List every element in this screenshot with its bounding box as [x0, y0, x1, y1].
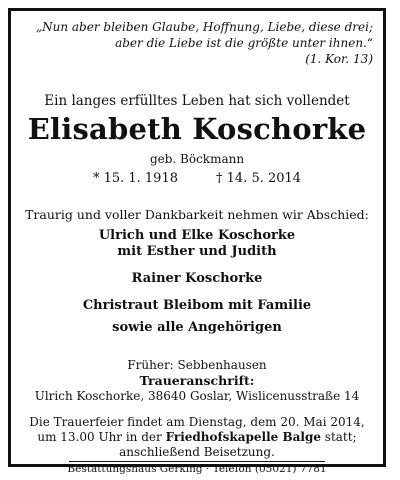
birth-date: * 15. 1. 1918	[92, 171, 178, 186]
ceremony-info	[11, 415, 383, 460]
mourner-line: Christraut Bleibom mit Familie	[82, 298, 312, 313]
quote-line-2: aber die Liebe ist die größte unter ihnen.“	[115, 36, 373, 50]
mourner-line: sowie alle Angehörigen	[112, 320, 282, 335]
birth-name: geb. Böckmann	[149, 152, 245, 166]
ceremony-line-3: anschließend Beisetzung.	[119, 445, 275, 459]
obituary-notice	[8, 8, 386, 475]
quote-reference: (1. Kor. 13)	[305, 52, 373, 66]
funeral-home-footer: Bestattungshaus Gerking · Telefon (05021) 7781	[67, 463, 327, 475]
ceremony-suffix: statt;	[320, 430, 357, 444]
mourner-line: mit Esther und Judith	[117, 244, 277, 259]
life-dates	[11, 171, 383, 186]
mourner-line: Ulrich und Elke Koschorke	[98, 228, 296, 243]
mourning-address: Ulrich Koschorke, 38640 Goslar, Wislicenusstraße 14	[34, 389, 360, 403]
death-date: † 14. 5. 2014	[216, 171, 302, 186]
ceremony-line-2	[11, 430, 383, 445]
former-residence: Früher: Sebbenhausen	[127, 358, 267, 372]
bible-quote	[21, 19, 373, 67]
mourning-address-label: Traueranschrift:	[139, 373, 255, 388]
intro-text: Ein langes erfülltes Leben hat sich vollendet	[44, 93, 350, 109]
ceremony-place: Friedhofskapelle Balge	[165, 430, 321, 444]
farewell-text: Traurig und voller Dankbarkeit nehmen wir Abschied:	[25, 207, 369, 222]
footer-divider	[69, 461, 325, 462]
ceremony-time-text: um 13.00 Uhr in der	[37, 430, 166, 444]
mourner-line: Rainer Koschorke	[131, 271, 263, 286]
deceased-name: Elisabeth Koschorke	[27, 112, 367, 146]
quote-line-1: „Nun aber bleiben Glaube, Hoffnung, Liebe, diese drei;	[35, 20, 373, 34]
ceremony-line-1: Die Trauerfeier findet am Dienstag, dem 20. Mai 2014,	[29, 415, 365, 429]
